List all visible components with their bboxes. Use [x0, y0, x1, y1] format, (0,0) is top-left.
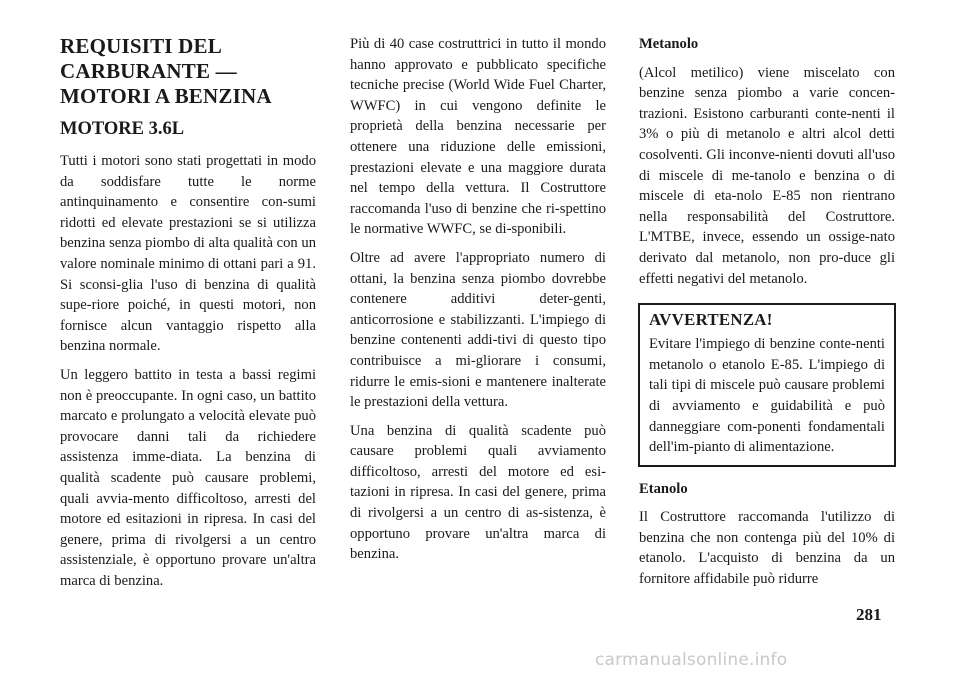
warning-text: Evitare l'impiego di benzine conte-nenti metanolo o etanolo E-85. L'impiego di tali tipi di miscele può causare problemi di avviamento e guidabilità e può danneggiare com-ponenti fondamentali dell'im-pianto di alimentazione.: [649, 336, 885, 456]
section-title-line: REQUISITI DEL: [60, 34, 222, 58]
paragraph: Più di 40 case costruttrici in tutto il mondo hanno approvato e pubblicato specifiche tecniche precise (World Wide Fuel Charter, WWFC) in cui vengono definite le proprietà della benzina necessarie per ottenere una riduzione delle emissioni, prestazioni elevate e una maggiore durata nel tempo della vettura. Il Costruttore raccomanda l'uso di benzine che ri-spettino le normative WWFC, se di-sponibili.: [350, 36, 606, 238]
paragraph: Una benzina di qualità scadente può causare problemi quali avviamento difficoltoso, arresti del motore ed esi-tazioni in ripresa. In casi del genere, prima di rivolgersi a un centro di as-sistenza, è opportuno provare un'altra marca di benzina.: [350, 422, 606, 563]
column-1: [60, 34, 316, 599]
section-title-line: MOTORI A BENZINA: [60, 84, 272, 108]
paragraph: Tutti i motori sono stati progettati in modo da soddisfare tutte le norme antinquinamento e consentire con-sumi ridotti ed elevate prestazioni se si utilizza benzina senza piombo di alta qualità con un valore nominale minimo di ottani pari a 91. Si sconsi-glia l'uso di benzina di qualità supe-riore poiché, in questi motori, non fornisce alcun vantaggio rispetto alla benzina normale.: [60, 153, 316, 355]
column-3: [639, 34, 895, 598]
paragraph: Un leggero battito in testa a bassi regimi non è preoccupante. In ogni caso, un battito marcato e prolungato a velocità elevate può provocare danni tali da richiedere assistenza imme-diata. La benzina di qualità scadente può causare problemi, quali avvia-mento difficoltoso, arresti del motore ed esitazioni in ripresa. In casi del genere, prima di rivolgersi a un centro assistenziale, è opportuno provare un'altra marca di benzina.: [60, 366, 316, 589]
heading-metanolo: Metanolo: [639, 36, 699, 52]
warning-box: [638, 303, 896, 467]
paragraph: (Alcol metilico) viene miscelato con benzine senza piombo a varie concen-trazioni. Esistono carburanti conte-nenti il 3% o più di metanolo e altri alcol detti cosolventi. Gli inconve-nienti dovuti all'uso di miscele di me-tanolo e benzina o di miscele di eta-nolo E-85 non rientrano nella responsabilità del Costruttore. L'MTBE, invece, essendo un ossige-nato derivato dal metanolo, non pro-duce gli effetti negativi del metanolo.: [639, 64, 895, 287]
section-title: [60, 34, 316, 109]
engine-subtitle: MOTORE 3.6L: [60, 119, 185, 139]
paragraph: Oltre ad avere l'appropriato numero di ottani, la benzina senza piombo dovrebbe contenere additivi deter-genti, anticorrosione e stabilizzanti. L'impiego di benzine contenenti addi-tivi di questo tipo contribuisce a mi-gliorare i consumi, ridurre le emis-sioni e mantenere inalterate le prestazioni della vettura.: [350, 249, 606, 411]
column-2: [350, 34, 606, 573]
warning-title: AVVERTENZA!: [649, 310, 773, 330]
heading-etanolo: Etanolo: [639, 480, 688, 497]
paragraph: Il Costruttore raccomanda l'utilizzo di benzina che non contenga più del 10% di etanolo. L'acquisto di benzina da un fornitore affidabile può ridurre: [639, 509, 895, 588]
section-title-line: CARBURANTE —: [60, 59, 237, 83]
page-number: 281: [856, 605, 882, 624]
watermark: carmanualsonline.info: [595, 650, 788, 670]
